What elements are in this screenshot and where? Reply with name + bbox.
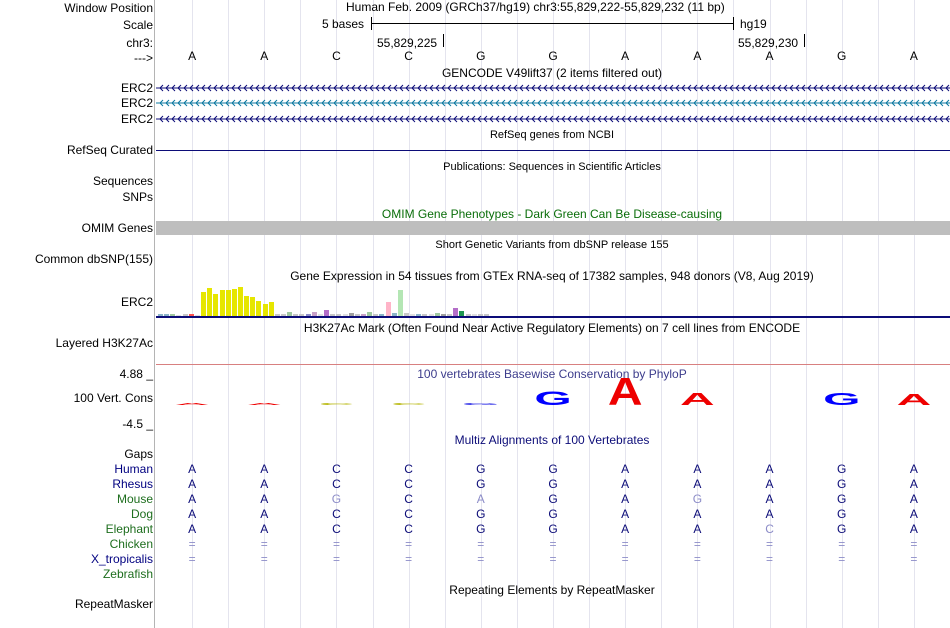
alignment-base: = xyxy=(549,537,557,551)
alignment-base: A xyxy=(188,522,197,536)
phylop-track-title[interactable]: 100 vertebrates Basewise Conservation by PhyloP xyxy=(417,367,687,381)
alignment-base: C xyxy=(765,522,774,536)
species-label[interactable]: X_tropicalis xyxy=(90,552,153,566)
alignment-base: = xyxy=(838,537,846,551)
phylop-logo-letter: A xyxy=(174,402,210,406)
alignment-base: A xyxy=(188,507,197,521)
alignment-base: = xyxy=(549,552,557,566)
phylop-logo-letter: G xyxy=(823,389,861,409)
sequences-label[interactable]: Sequences xyxy=(92,174,153,188)
coordinate-1: 55,829,225 xyxy=(377,36,438,50)
alignment-base: G xyxy=(548,477,558,491)
alignment-base: G xyxy=(548,492,558,506)
phylop-logo-letter: A xyxy=(607,371,643,414)
h3k27ac-track-title[interactable]: H3K27Ac Mark (Often Found Near Active Regulatory Elements) on 7 cell lines from ENCODE xyxy=(303,321,801,335)
alignment-base: = xyxy=(260,552,268,566)
alignment-base: A xyxy=(260,477,269,491)
assembly-position-info: Human Feb. 2009 (GRCh37/hg19) chr3:55,829,222-55,829,232 (11 bp) xyxy=(346,0,725,14)
alignment-base: C xyxy=(404,507,413,521)
phylop-logo-letter: A xyxy=(246,402,282,406)
phylop-logo-letter: G xyxy=(534,387,572,410)
alignment-base: A xyxy=(693,522,702,536)
phylop-logo-letter: G xyxy=(462,402,500,406)
alignment-base: A xyxy=(476,492,485,506)
alignment-base: G xyxy=(837,462,847,476)
alignment-base: A xyxy=(909,462,918,476)
alignment-base: A xyxy=(188,477,197,491)
alignment-base: = xyxy=(260,537,268,551)
alignment-base: A xyxy=(260,492,269,506)
species-label[interactable]: Mouse xyxy=(116,492,153,506)
sequence-base: C xyxy=(404,49,413,63)
alignment-base: G xyxy=(476,507,486,521)
scale-label[interactable]: Scale xyxy=(122,18,153,32)
alignment-base: A xyxy=(260,462,269,476)
alignment-base: A xyxy=(765,492,774,506)
alignment-base: A xyxy=(260,507,269,521)
phylop-logo-letter: A xyxy=(896,391,932,409)
alignment-base: A xyxy=(909,507,918,521)
alignment-base: G xyxy=(692,492,703,506)
alignment-base: G xyxy=(476,522,486,536)
alignment-base: C xyxy=(332,507,341,521)
alignment-base: G xyxy=(837,492,847,506)
alignment-base: C xyxy=(404,522,413,536)
species-label[interactable]: Human xyxy=(114,462,153,476)
sequence-base: A xyxy=(260,49,269,63)
alignment-base: = xyxy=(693,537,701,551)
phylop-min-label: -4.5 _ xyxy=(122,417,153,431)
alignment-base: A xyxy=(765,477,774,491)
alignment-base: = xyxy=(621,552,629,566)
gencode-gene-label-1[interactable]: ERC2 xyxy=(120,81,153,95)
phylop-logo-letter: C xyxy=(319,402,354,406)
refseq-label[interactable]: RefSeq Curated xyxy=(66,143,153,157)
alignment-base: A xyxy=(621,507,630,521)
dbsnp-label[interactable]: Common dbSNP(155) xyxy=(34,252,153,266)
alignment-base: A xyxy=(188,462,197,476)
sequence-base: A xyxy=(188,49,197,63)
alignment-base: C xyxy=(404,492,413,506)
phylop-max-label: 4.88 _ xyxy=(119,367,153,381)
omim-track-title[interactable]: OMIM Gene Phenotypes - Dark Green Can Be Disease-causing xyxy=(381,207,723,221)
phylop-label[interactable]: 100 Vert. Cons xyxy=(73,391,153,405)
alignment-base: A xyxy=(693,507,702,521)
alignment-base: G xyxy=(476,462,486,476)
alignment-base: A xyxy=(909,492,918,506)
alignment-base: = xyxy=(405,537,413,551)
dbsnp-track-title[interactable]: Short Genetic Variants from dbSNP release 155 xyxy=(435,239,669,251)
species-label[interactable]: Rhesus xyxy=(112,477,153,491)
gencode-gene-label-3[interactable]: ERC2 xyxy=(120,112,153,126)
alignment-base: = xyxy=(188,552,196,566)
alignment-base: = xyxy=(332,552,340,566)
alignment-base: = xyxy=(477,552,485,566)
alignment-base: = xyxy=(405,552,413,566)
alignment-base: G xyxy=(476,477,486,491)
alignment-base: A xyxy=(621,477,630,491)
alignment-base: = xyxy=(910,537,918,551)
alignment-base: C xyxy=(404,462,413,476)
alignment-base: A xyxy=(909,477,918,491)
alignment-base: A xyxy=(621,492,630,506)
phylop-logo-letter: C xyxy=(391,402,426,406)
sequence-base: G xyxy=(548,49,558,63)
sequence-base: A xyxy=(909,49,918,63)
alignment-base: A xyxy=(693,477,702,491)
h3k27ac-label[interactable]: Layered H3K27Ac xyxy=(55,336,153,350)
alignment-base: G xyxy=(548,462,558,476)
gaps-label[interactable]: Gaps xyxy=(124,447,153,461)
repeatmasker-label[interactable]: RepeatMasker xyxy=(74,597,153,611)
alignment-base: C xyxy=(332,477,341,491)
gtex-track-title[interactable]: Gene Expression in 54 tissues from GTEx RNA-seq of 17382 samples, 948 donors (V8, Aug 2019) xyxy=(290,269,814,283)
alignment-base: = xyxy=(188,537,196,551)
alignment-base: A xyxy=(909,522,918,536)
omim-label[interactable]: OMIM Genes xyxy=(81,221,153,235)
gtex-label[interactable]: ERC2 xyxy=(120,295,153,309)
alignment-base: = xyxy=(910,552,918,566)
alignment-base: = xyxy=(332,537,340,551)
alignment-base: = xyxy=(477,537,485,551)
alignment-base: A xyxy=(621,522,630,536)
publications-track-title[interactable]: Publications: Sequences in Scientific Articles xyxy=(443,161,661,173)
gencode-gene-label-2[interactable]: ERC2 xyxy=(120,96,153,110)
alignment-base: C xyxy=(332,462,341,476)
species-label[interactable]: Elephant xyxy=(105,522,153,536)
repeatmasker-track-title[interactable]: Repeating Elements by RepeatMasker xyxy=(449,583,655,597)
window-position-label[interactable]: Window Position xyxy=(64,1,153,15)
multiz-track-title[interactable]: Multiz Alignments of 100 Vertebrates xyxy=(454,433,650,447)
sequence-base: G xyxy=(837,49,847,63)
alignment-base: = xyxy=(766,552,774,566)
phylop-logo-letter: A xyxy=(680,389,715,409)
alignment-base: G xyxy=(837,522,847,536)
alignment-base: A xyxy=(188,492,197,506)
alignment-base: A xyxy=(693,462,702,476)
alignment-base: G xyxy=(548,522,558,536)
alignment-base: A xyxy=(765,507,774,521)
sequence-base: A xyxy=(693,49,702,63)
alignment-base: C xyxy=(332,522,341,536)
refseq-track-title[interactable]: RefSeq genes from NCBI xyxy=(489,129,615,141)
alignment-base: G xyxy=(331,492,342,506)
alignment-base: C xyxy=(404,477,413,491)
alignment-base: G xyxy=(548,507,558,521)
species-label[interactable]: Zebrafish xyxy=(102,567,153,581)
coordinate-2: 55,829,230 xyxy=(738,36,799,50)
sequence-base: A xyxy=(621,49,630,63)
alignment-base: = xyxy=(693,552,701,566)
sequence-base: A xyxy=(765,49,774,63)
scale-bar-text: 5 bases xyxy=(322,17,365,31)
alignment-base: A xyxy=(260,522,269,536)
alignment-base: = xyxy=(621,537,629,551)
species-label[interactable]: Chicken xyxy=(109,537,153,551)
alignment-base: G xyxy=(837,477,847,491)
chrom-label[interactable]: chr3: xyxy=(126,36,153,50)
sequence-base: G xyxy=(476,49,486,63)
gencode-track-title[interactable]: GENCODE V49lift37 (2 items filtered out) xyxy=(441,66,663,80)
species-label[interactable]: Dog xyxy=(130,507,153,521)
alignment-base: G xyxy=(837,507,847,521)
alignment-base: = xyxy=(766,537,774,551)
sequence-base: C xyxy=(332,49,341,63)
alignment-base: A xyxy=(621,462,630,476)
alignment-base: = xyxy=(838,552,846,566)
strand-label[interactable]: ---> xyxy=(134,51,153,65)
alignment-base: A xyxy=(765,462,774,476)
scale-assembly: hg19 xyxy=(740,17,767,31)
snps-label[interactable]: SNPs xyxy=(122,190,153,204)
